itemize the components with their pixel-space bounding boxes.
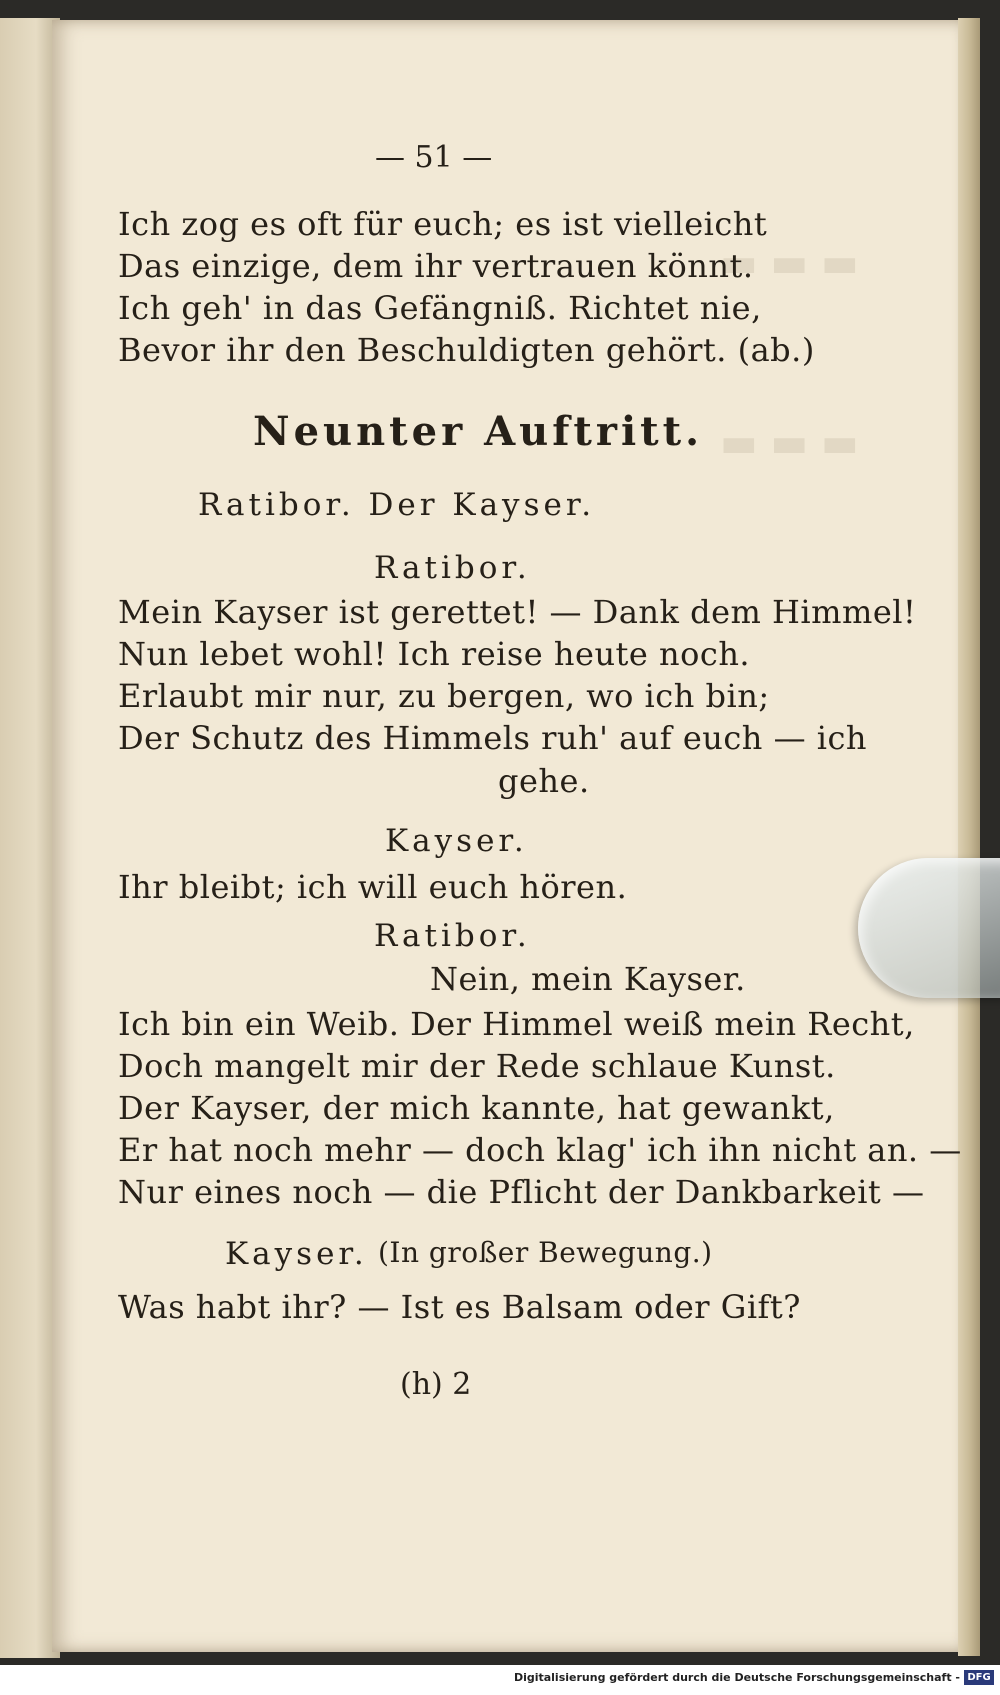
verse-line: Erlaubt mir nur, zu bergen, wo ich bin; bbox=[118, 677, 770, 715]
verse-line: Er hat noch mehr — doch klag' ich ihn nicht an. — bbox=[118, 1131, 962, 1169]
show-through-text: ▬ ▬ ▬ bbox=[720, 240, 859, 286]
dfg-logo: DFG bbox=[964, 1670, 994, 1685]
facing-page-edge bbox=[0, 18, 60, 1658]
verse-line-continuation: gehe. bbox=[498, 762, 590, 800]
page-fore-edge bbox=[958, 18, 980, 1656]
verse-line: Was habt ihr? — Ist es Balsam oder Gift? bbox=[118, 1288, 801, 1326]
verse-line: Doch mangelt mir der Rede schlaue Kunst. bbox=[118, 1047, 836, 1085]
stage-direction: (In großer Bewegung.) bbox=[378, 1236, 713, 1269]
verse-line: Mein Kayser ist gerettet! — Dank dem Himmel! bbox=[118, 593, 917, 631]
verse-line: Ich bin ein Weib. Der Himmel weiß mein Recht, bbox=[118, 1005, 915, 1043]
glass-page-weight bbox=[858, 858, 1000, 998]
speaker-label: Kayser. bbox=[385, 823, 528, 859]
digitization-credit: Digitalisierung gefördert durch die Deutsche Forschungsgemeinschaft - bbox=[513, 1671, 960, 1684]
speaker-label: Kayser. bbox=[225, 1236, 368, 1272]
verse-line-indented: Nein, mein Kayser. bbox=[430, 960, 746, 998]
speaker-label: Ratibor. bbox=[374, 918, 531, 954]
verse-line: Ihr bleibt; ich will euch hören. bbox=[118, 868, 628, 906]
show-through-text: ▬ ▬ ▬ bbox=[720, 420, 859, 466]
verse-line: Der Schutz des Himmels ruh' auf euch — ich bbox=[118, 719, 867, 757]
scene-heading: Neunter Auftritt. bbox=[253, 408, 704, 455]
verse-line: Bevor ihr den Beschuldigten gehört. (ab.) bbox=[118, 331, 815, 369]
verse-line: Nur eines noch — die Pflicht der Dankbarkeit — bbox=[118, 1173, 925, 1211]
verse-line: Der Kayser, der mich kannte, hat gewankt, bbox=[118, 1089, 835, 1127]
verse-line: Ich geh' in das Gefängniß. Richtet nie, bbox=[118, 289, 762, 327]
verse-line: Ich zog es oft für euch; es ist vielleicht bbox=[118, 205, 768, 243]
verse-line: Nun lebet wohl! Ich reise heute noch. bbox=[118, 635, 751, 673]
page-number-header: — 51 — bbox=[375, 140, 493, 175]
verse-line: Das einzige, dem ihr vertrauen könnt. bbox=[118, 247, 754, 285]
character-list: Ratibor. Der Kayser. bbox=[198, 487, 596, 523]
speaker-label: Ratibor. bbox=[374, 550, 531, 586]
signature-mark: (h) 2 bbox=[400, 1367, 472, 1402]
